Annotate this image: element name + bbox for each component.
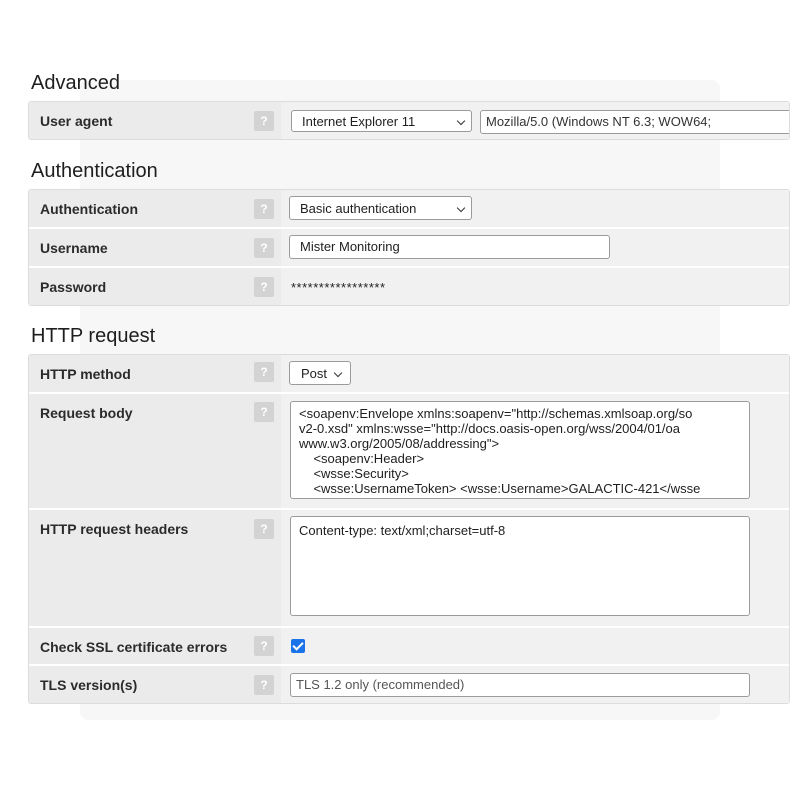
help-icon[interactable]: ? xyxy=(254,238,274,258)
request-headers-textarea[interactable]: Content-type: text/xml;charset=utf-8 xyxy=(290,516,750,616)
chevron-down-icon xyxy=(457,117,465,125)
authentication-group xyxy=(28,189,790,306)
ssl-check-checkbox[interactable] xyxy=(291,639,305,653)
advanced-group xyxy=(28,101,790,140)
user-agent-string-input[interactable]: Mozilla/5.0 (Windows NT 6.3; WOW64; xyxy=(480,110,790,134)
help-icon[interactable]: ? xyxy=(254,277,274,297)
http-method-select[interactable]: Post xyxy=(289,361,351,385)
request-headers-label: HTTP request headers xyxy=(40,521,189,537)
chevron-down-icon xyxy=(334,369,342,377)
section-title-http-request: HTTP request xyxy=(31,325,156,347)
help-icon[interactable]: ? xyxy=(254,402,274,422)
help-icon[interactable]: ? xyxy=(254,636,274,656)
user-agent-label: User agent xyxy=(40,113,113,129)
user-agent-select[interactable]: Internet Explorer 11 xyxy=(291,110,472,132)
ssl-check-label: Check SSL certificate errors xyxy=(40,639,228,655)
username-row xyxy=(29,227,789,266)
request-body-label: Request body xyxy=(40,405,133,421)
user-agent-row xyxy=(29,102,789,139)
help-icon[interactable]: ? xyxy=(254,199,274,219)
tls-version-label: TLS version(s) xyxy=(40,677,138,693)
password-row xyxy=(29,266,789,305)
section-title-authentication: Authentication xyxy=(31,160,158,182)
chevron-down-icon xyxy=(457,204,465,212)
tls-version-field[interactable]: TLS 1.2 only (recommended) xyxy=(290,673,750,697)
help-icon[interactable]: ? xyxy=(254,675,274,695)
help-icon[interactable]: ? xyxy=(254,111,274,131)
ssl-check-row xyxy=(29,626,789,664)
tls-version-row xyxy=(29,664,789,703)
username-label: Username xyxy=(40,240,108,256)
password-field[interactable]: ***************** xyxy=(291,280,386,295)
password-label: Password xyxy=(40,279,107,295)
authentication-select[interactable]: Basic authentication xyxy=(289,196,472,220)
help-icon[interactable]: ? xyxy=(254,362,274,382)
help-icon[interactable]: ? xyxy=(254,519,274,539)
request-body-row xyxy=(29,392,789,508)
http-method-row xyxy=(29,355,789,392)
http-request-group xyxy=(28,354,790,704)
section-title-advanced: Advanced xyxy=(31,72,120,94)
authentication-type-row xyxy=(29,190,789,227)
request-body-textarea[interactable]: <soapenv:Envelope xmlns:soapenv="http://schemas.xmlsoap.org/so v2-0.xsd" xmlns:wsse="http://docs.oasis-open.org/wss/2004/01/oa www.w3.org/2005/08/addressing"> <soapenv:Header> <wsse:Security> <wsse:UsernameToken> <wsse:Username>GALACTIC-421</wsse xyxy=(290,401,750,499)
authentication-label: Authentication xyxy=(40,201,138,217)
http-method-label: HTTP method xyxy=(40,366,131,382)
request-headers-row xyxy=(29,508,789,626)
username-input[interactable]: Mister Monitoring xyxy=(289,235,610,259)
